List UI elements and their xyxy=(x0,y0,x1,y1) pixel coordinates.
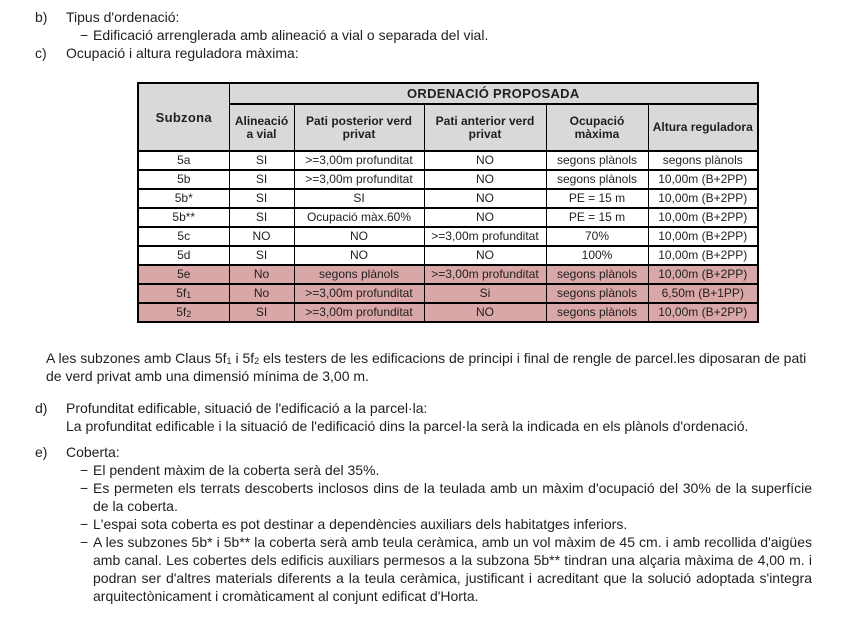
bullet-text: L'espai sota coberta es pot destinar a dependències auxiliars dels habitatges inferiors. xyxy=(93,516,628,532)
cell: SI xyxy=(229,303,294,322)
cell: >=3,00m profunditat xyxy=(294,303,424,322)
subzona-cell: 5b* xyxy=(138,189,229,208)
cell: NO xyxy=(424,151,546,170)
cell: No xyxy=(229,284,294,303)
section-e xyxy=(35,443,812,605)
cell: segons plànols xyxy=(546,265,648,284)
header-pati-anterior: Pati anterior verd privat xyxy=(424,104,546,151)
cell: NO xyxy=(294,227,424,246)
cell: 70% xyxy=(546,227,648,246)
section-d-marker: d) xyxy=(35,400,48,416)
cell: SI xyxy=(229,170,294,189)
section-b-marker: b) xyxy=(35,9,48,25)
section-e-bullet-1 xyxy=(80,461,812,479)
table-row-5c xyxy=(138,227,758,246)
section-c-title: Ocupació i altura reguladora màxima: xyxy=(66,45,299,61)
cell: NO xyxy=(424,303,546,322)
note-sub1: 1 xyxy=(226,356,232,366)
subzona-cell: 5b xyxy=(138,170,229,189)
ordenacio-table-container xyxy=(137,82,812,323)
cell: >=3,00m profunditat xyxy=(424,227,546,246)
table-row-5b xyxy=(138,170,758,189)
table-title-row xyxy=(138,83,758,104)
cell: 6,50m (B+1PP) xyxy=(648,284,758,303)
cell: 10,00m (B+2PP) xyxy=(648,246,758,265)
note-sub2: 2 xyxy=(254,356,260,366)
ordenacio-table xyxy=(137,82,759,323)
cell: segons plànols xyxy=(546,303,648,322)
table-row-5f1 xyxy=(138,284,758,303)
cell: 10,00m (B+2PP) xyxy=(648,227,758,246)
cell: 100% xyxy=(546,246,648,265)
section-e-bullet-2 xyxy=(80,479,812,515)
bullet-text: Es permeten els terrats descoberts inclosos dins de la teulada amb un màxim d'ocupació del 30% de la superfície de la coberta. xyxy=(93,480,812,514)
subzona-cell: 5b** xyxy=(138,208,229,227)
note-text: i 5f xyxy=(231,350,255,366)
section-e-bullet-4 xyxy=(80,533,812,605)
cell: segons plànols xyxy=(546,151,648,170)
cell: NO xyxy=(424,189,546,208)
cell: PE = 15 m xyxy=(546,189,648,208)
cell: Ocupació màx.60% xyxy=(294,208,424,227)
cell: NO xyxy=(424,208,546,227)
section-b-bullet xyxy=(80,26,812,44)
header-pati-posterior: Pati posterior verd privat xyxy=(294,104,424,151)
section-b-bullet-text: Edificació arrenglerada amb alineació a vial o separada del vial. xyxy=(93,27,489,43)
dash-bullet: − xyxy=(80,27,89,43)
cell: >=3,00m profunditat xyxy=(424,265,546,284)
cell: segons plànols xyxy=(648,151,758,170)
section-e-bullet-3 xyxy=(80,515,812,533)
table-row-5d xyxy=(138,246,758,265)
dash-bullet: − xyxy=(80,480,89,496)
cell: SI xyxy=(229,246,294,265)
section-e-title: Coberta: xyxy=(66,444,120,460)
section-d xyxy=(35,399,812,435)
table-row-5e xyxy=(138,265,758,284)
cell: SI xyxy=(229,189,294,208)
cell: NO xyxy=(424,170,546,189)
subzona-cell: $5f_1$ xyxy=(138,284,229,303)
cell: NO xyxy=(424,246,546,265)
subzona-cell: 5d xyxy=(138,246,229,265)
cell: 10,00m (B+2PP) xyxy=(648,170,758,189)
cell: >=3,00m profunditat xyxy=(294,151,424,170)
section-d-body: La profunditat edificable i la situació de l'edificació dins la parcel·la serà la indicada en els plànols d'ordenació. xyxy=(66,418,749,434)
bullet-text: A les subzones 5b* i 5b** la coberta serà amb teula ceràmica, amb un vol màxim de 45 cm. i amb recollida d'aigües amb canal. Les cobertes dels edificis auxiliars permesos a la subzona 5b** tindran una alçaria màxima de 4,00 m. i podran ser d'altres materials diferents a la teula ceràmica, justificant i acreditant que la solució adoptada s'integra arquitectònicament i cromàticament al conjunt edificat d'Horta. xyxy=(93,534,812,604)
cell: 10,00m (B+2PP) xyxy=(648,189,758,208)
section-c xyxy=(35,44,812,62)
table-row-5a xyxy=(138,151,758,170)
section-e-marker: e) xyxy=(35,444,48,460)
cell: segons plànols xyxy=(546,284,648,303)
cell: >=3,00m profunditat xyxy=(294,170,424,189)
cell: NO xyxy=(294,246,424,265)
cell: >=3,00m profunditat xyxy=(294,284,424,303)
table-row-5b-star xyxy=(138,189,758,208)
cell: segons plànols xyxy=(294,265,424,284)
subzona-cell: 5c xyxy=(138,227,229,246)
cell: 10,00m (B+2PP) xyxy=(648,208,758,227)
cell: PE = 15 m xyxy=(546,208,648,227)
section-c-marker: c) xyxy=(35,45,47,61)
subzona-cell: 5e xyxy=(138,265,229,284)
table-row-5b-doublestar xyxy=(138,208,758,227)
header-altura-reguladora: Altura reguladora xyxy=(648,104,758,151)
note-text: els testers de les edificacions de principi i final de rengle de parcel.les diposaran de pati de verd privat amb una dimensió mínima de 3,00 m. xyxy=(46,350,807,384)
note-text: A les subzones amb Claus 5f xyxy=(46,350,227,366)
header-alineacio-vial: Alineació a vial xyxy=(229,104,294,151)
subzona-cell: 5a xyxy=(138,151,229,170)
bullet-text: El pendent màxim de la coberta serà del 35%. xyxy=(93,462,380,478)
note-paragraph xyxy=(46,349,814,385)
table-title: ORDENACIÓ PROPOSADA xyxy=(229,83,758,104)
cell: No xyxy=(229,265,294,284)
table-row-5f2 xyxy=(138,303,758,322)
cell: NO xyxy=(229,227,294,246)
table-subheader-row xyxy=(138,104,758,151)
cell: 10,00m (B+2PP) xyxy=(648,265,758,284)
cell: 10,00m (B+2PP) xyxy=(648,303,758,322)
header-ocupacio-maxima: Ocupació màxima xyxy=(546,104,648,151)
section-b-title: Tipus d'ordenació: xyxy=(66,9,180,25)
subzona-cell: $5f_2$ xyxy=(138,303,229,322)
section-b xyxy=(35,8,812,44)
corner-header-subzona: Subzona xyxy=(138,83,229,151)
dash-bullet: − xyxy=(80,516,89,532)
cell: SI xyxy=(229,208,294,227)
section-d-title: Profunditat edificable, situació de l'edificació a la parcel·la: xyxy=(66,400,428,416)
cell: SI xyxy=(229,151,294,170)
cell: SI xyxy=(294,189,424,208)
cell: segons plànols xyxy=(546,170,648,189)
cell: Si xyxy=(424,284,546,303)
dash-bullet: − xyxy=(80,462,89,478)
dash-bullet: − xyxy=(80,534,89,550)
